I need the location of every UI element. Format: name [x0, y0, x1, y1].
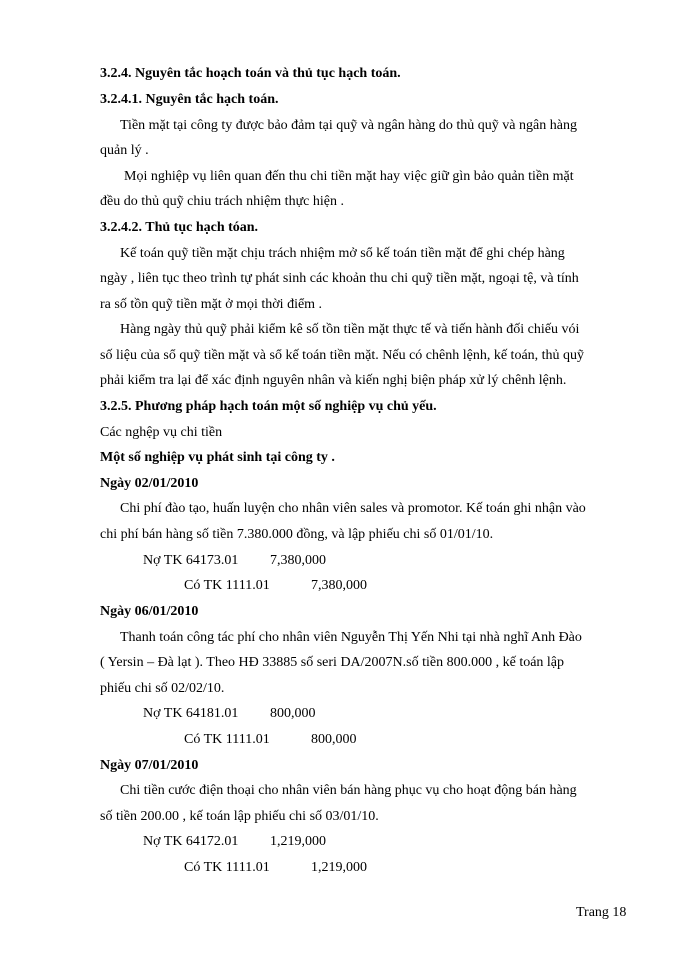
entry-date: Ngày 02/01/2010: [100, 476, 199, 491]
entry-description-line: ( Yersin – Đà lạt ). Theo HĐ 33885 số seri DA/2007N.số tiền 800.000 , kế toán lập: [100, 655, 565, 670]
debit-account: Nợ TK 64181.01: [143, 706, 239, 721]
debit-account: Nợ TK 64172.01: [143, 834, 239, 849]
paragraph-3-line-2: ngày , liên tục theo trình tự phát sinh các khoản thu chi quỹ tiền mặt, ngoại tệ, và tính: [100, 271, 579, 286]
debit-entry: [143, 552, 326, 570]
paragraph-2-line-1: Mọi nghiệp vụ liên quan đến thu chi tiền mặt hay việc giữ gìn bảo quản tiền mặt: [124, 169, 574, 184]
entry-description-line: chi phí bán hàng số tiền 7.380.000 đồng, và lập phiếu chi số 01/01/10.: [100, 527, 494, 542]
credit-account: Có TK 1111.01: [184, 860, 270, 875]
heading-3-2-4-2: 3.2.4.2. Thủ tục hạch tóan.: [100, 220, 259, 235]
credit-entry: [184, 731, 357, 749]
subheading: Các nghệp vụ chi tiền: [100, 425, 223, 440]
debit-account: Nợ TK 64173.01: [143, 553, 239, 568]
debit-entry: [143, 833, 326, 851]
paragraph-4-line-1: Hàng ngày thủ quỹ phải kiểm kê số tồn tiền mặt thực tế và tiến hành đối chiếu vói: [120, 322, 580, 337]
credit-account: Có TK 1111.01: [184, 732, 270, 747]
credit-account: Có TK 1111.01: [184, 578, 270, 593]
entry-description-line: Thanh toán công tác phí cho nhân viên Nguyễn Thị Yến Nhi tại nhà nghĩ Anh Đào: [120, 630, 582, 645]
entry-description-line: số tiền 200.00 , kế toán lập phiếu chi số 03/01/10.: [100, 809, 379, 824]
paragraph-2-line-2: đều do thủ quỹ chiu trách nhiệm thực hiện .: [100, 194, 344, 209]
paragraph-3-line-3: ra số tồn quỹ tiền mặt ở mọi thời điểm .: [100, 297, 323, 312]
debit-entry: [143, 705, 316, 723]
paragraph-4-line-2: số liệu của sổ quỹ tiền mặt và sổ kế toán tiền mặt. Nếu có chênh lệnh, kế toán, thủ quỹ: [100, 348, 585, 363]
debit-amount: 1,219,000: [270, 834, 326, 849]
page-number: Trang 18: [576, 905, 627, 920]
entry-description-line: Chi tiền cước điện thoại cho nhân viên bán hàng phục vụ cho hoạt động bán hàng: [120, 783, 577, 798]
subheading-bold: Một số nghiệp vụ phát sinh tại công ty .: [100, 450, 335, 465]
heading-3-2-4: 3.2.4. Nguyên tắc hoạch toán và thủ tục hạch toán.: [100, 66, 401, 81]
credit-entry: [184, 859, 367, 877]
paragraph-3-line-1: Kế toán quỹ tiền mặt chịu trách nhiệm mở sổ kế toán tiền mặt để ghi chép hàng: [120, 246, 565, 261]
paragraph-4-line-3: phải kiểm tra lại để xác định nguyên nhân và kiến nghị biện pháp xử lý chênh lệnh.: [100, 373, 567, 388]
credit-amount: 7,380,000: [311, 578, 367, 593]
heading-3-2-4-1: 3.2.4.1. Nguyên tắc hạch toán.: [100, 92, 279, 107]
credit-entry: [184, 577, 367, 595]
credit-amount: 800,000: [311, 732, 357, 747]
paragraph-1-line-2: quản lý .: [100, 143, 149, 158]
debit-amount: 7,380,000: [270, 553, 326, 568]
heading-3-2-5: 3.2.5. Phương pháp hạch toán một số nghiệp vụ chủ yếu.: [100, 399, 437, 414]
debit-amount: 800,000: [270, 706, 316, 721]
entry-date: Ngày 07/01/2010: [100, 758, 199, 773]
entry-description-line: Chi phí đào tạo, huấn luyện cho nhân viên sales và promotor. Kế toán ghi nhận vào: [120, 501, 586, 516]
credit-amount: 1,219,000: [311, 860, 367, 875]
paragraph-1-line-1: Tiền mặt tại công ty được bảo đảm tại quỹ và ngân hàng do thủ quỹ và ngân hàng: [120, 118, 577, 133]
entry-description-line: phiếu chi số 02/02/10.: [100, 681, 225, 696]
entry-date: Ngày 06/01/2010: [100, 604, 199, 619]
